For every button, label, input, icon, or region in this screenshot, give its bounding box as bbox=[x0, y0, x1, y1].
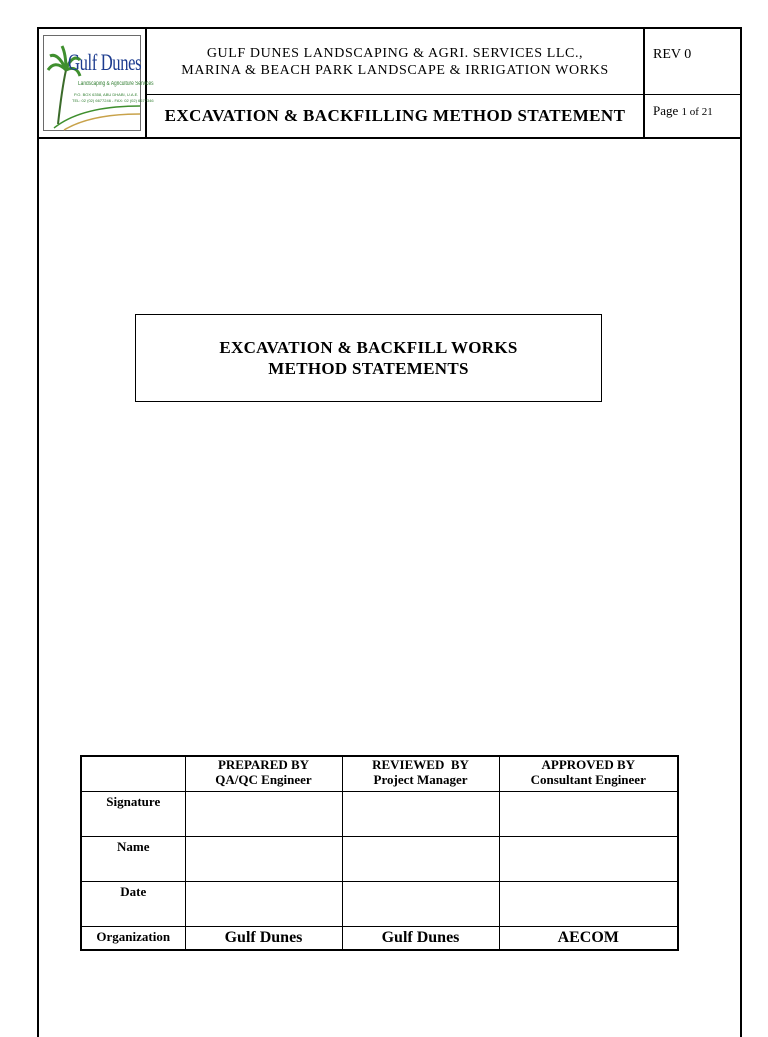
signature-row bbox=[81, 792, 678, 837]
approved-name-field bbox=[499, 837, 678, 882]
logo-cell bbox=[39, 29, 154, 137]
prepared-name-field bbox=[185, 837, 342, 882]
approved-by-header bbox=[499, 756, 678, 792]
signoff-header-row bbox=[81, 756, 678, 792]
document-header bbox=[39, 29, 742, 139]
name-row bbox=[81, 837, 678, 882]
logo-name: Gulf Dunes bbox=[68, 50, 142, 75]
approved-signature-field bbox=[499, 792, 678, 837]
signoff-table bbox=[80, 755, 679, 951]
approved-by-role: APPROVED BY bbox=[541, 757, 636, 772]
page-count: 1 of 21 bbox=[681, 106, 713, 118]
name-label: Name bbox=[81, 837, 185, 882]
reviewed-signature-field bbox=[342, 792, 499, 837]
reviewed-date-field bbox=[342, 882, 499, 927]
company-title-cell bbox=[147, 29, 645, 95]
page-label: Page bbox=[653, 103, 679, 118]
company-line-1: GULF DUNES LANDSCAPING & AGRI. SERVICES LLC., bbox=[206, 45, 584, 61]
header-document-title: EXCAVATION & BACKFILLING METHOD STATEMENT bbox=[147, 95, 645, 137]
company-line-2: MARINA & BEACH PARK LANDSCAPE & IRRIGATION WORKS bbox=[181, 62, 609, 78]
approved-by-title: Consultant Engineer bbox=[530, 772, 646, 787]
approved-organization: AECOM bbox=[499, 927, 678, 951]
date-label: Date bbox=[81, 882, 185, 927]
document-page bbox=[37, 27, 742, 1037]
logo-contact: TEL: 02 (02) 6677246 - FAX: 02 (02) 6677346 bbox=[72, 98, 154, 103]
prepared-organization: Gulf Dunes bbox=[185, 927, 342, 951]
main-title-box bbox=[135, 314, 602, 402]
reviewed-name-field bbox=[342, 837, 499, 882]
reviewed-by-title: Project Manager bbox=[373, 772, 468, 787]
prepared-by-header bbox=[185, 756, 342, 792]
main-title-line-1: EXCAVATION & BACKFILL WORKS bbox=[219, 338, 518, 357]
prepared-date-field bbox=[185, 882, 342, 927]
organization-row bbox=[81, 927, 678, 951]
reviewed-organization: Gulf Dunes bbox=[342, 927, 499, 951]
page-number-cell bbox=[645, 95, 742, 137]
company-logo bbox=[43, 35, 154, 131]
organization-label: Organization bbox=[81, 927, 185, 951]
signature-label: Signature bbox=[81, 792, 185, 837]
logo-address: P.O. BOX 6358, ABU DHABI, U.A.E. bbox=[74, 92, 139, 97]
approved-date-field bbox=[499, 882, 678, 927]
date-row bbox=[81, 882, 678, 927]
reviewed-by-role: REVIEWED BY bbox=[372, 757, 469, 772]
reviewed-by-header bbox=[342, 756, 499, 792]
corner-cell bbox=[81, 756, 185, 792]
prepared-by-title: QA/QC Engineer bbox=[215, 772, 312, 787]
prepared-signature-field bbox=[185, 792, 342, 837]
prepared-by-role: PREPARED BY bbox=[217, 757, 310, 772]
revision-label: REV 0 bbox=[653, 47, 692, 62]
main-title-line-2: METHOD STATEMENTS bbox=[268, 359, 469, 378]
logo-tagline: Landscaping & Agriculture Services bbox=[78, 81, 154, 87]
revision-cell bbox=[645, 29, 742, 95]
